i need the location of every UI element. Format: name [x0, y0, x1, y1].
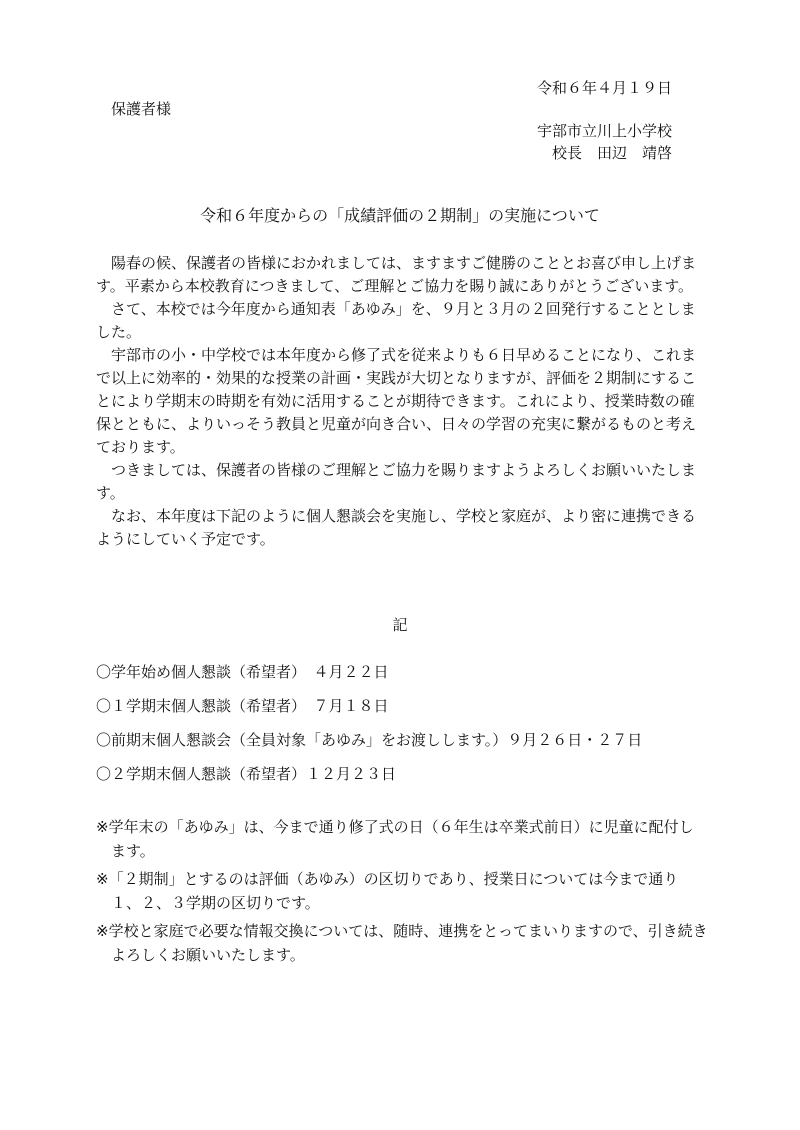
note-item: ※学校と家庭で必要な情報交換については、随時、連携をとってまいりますので、引き続きよろしくお願いいたします。 [96, 922, 708, 964]
addressee: 保護者様 [111, 100, 172, 118]
schedule-item: 〇２学期末個人懇談（希望者）１２月２３日 [96, 765, 397, 783]
letter-title: 令和６年度からの「成績評価の２期制」の実施について [200, 206, 600, 225]
ki-heading: 記 [392, 616, 408, 634]
body-paragraph: 宇部市の小・中学校では本年度から修了式を従来よりも６日早めることになり、これまで以上に効率的・効果的な授業の計画・実践が大切となりますが、評価を２期制にすることにより学期末の時期を有効に活用することが期待できます。これにより、授業時数の確保とともに、よりいっそう教員と児童が向き合い、日々の学習の充実に繋がるものと考えております。 [96, 346, 697, 456]
schedule-item: 〇学年始め個人懇談（希望者） ４月２２日 [96, 663, 389, 681]
letter-body [96, 252, 696, 551]
schedule-item: 〇前期末個人懇談会（全員対象「あゆみ」をお渡しします。）９月２６日・２７日 [96, 731, 643, 749]
body-paragraph: さて、本校では今年度から通知表「あゆみ」を、９月と３月の２回発行することとしました。 [96, 300, 696, 341]
note-item: ※「２期制」とするのは評価（あゆみ）の区切りであり、授業日については今まで通り１、２、３学期の区切りです。 [96, 870, 679, 912]
body-paragraph: つきましては、保護者の皆様のご理解とご協力を賜りますようよろしくお願いいたします。 [96, 461, 697, 502]
principal-name: 校長 田辺 靖啓 [551, 144, 672, 162]
body-paragraph: 陽春の候、保護者の皆様におかれましては、ますますご健勝のこととお喜び申し上げます。平素から本校教育につきまして、ご理解とご協力を賜り誠にありがとうございます。 [96, 254, 697, 295]
schedule-list [96, 660, 642, 796]
school-name: 宇部市立川上小学校 [536, 122, 672, 140]
note-item: ※学年末の「あゆみ」は、今まで通り修了式の日（６年生は卒業式前日）に児童に配付します。 [96, 818, 694, 860]
letter-date: 令和６年４月１９日 [536, 79, 672, 97]
notes-list [96, 815, 708, 971]
body-paragraph: なお、本年度は下記のように個人懇談会を実施し、学校と家庭が、より密に連携できるようにしていく予定です。 [96, 507, 697, 548]
schedule-item: 〇１学期末個人懇談（希望者） ７月１８日 [96, 697, 389, 715]
